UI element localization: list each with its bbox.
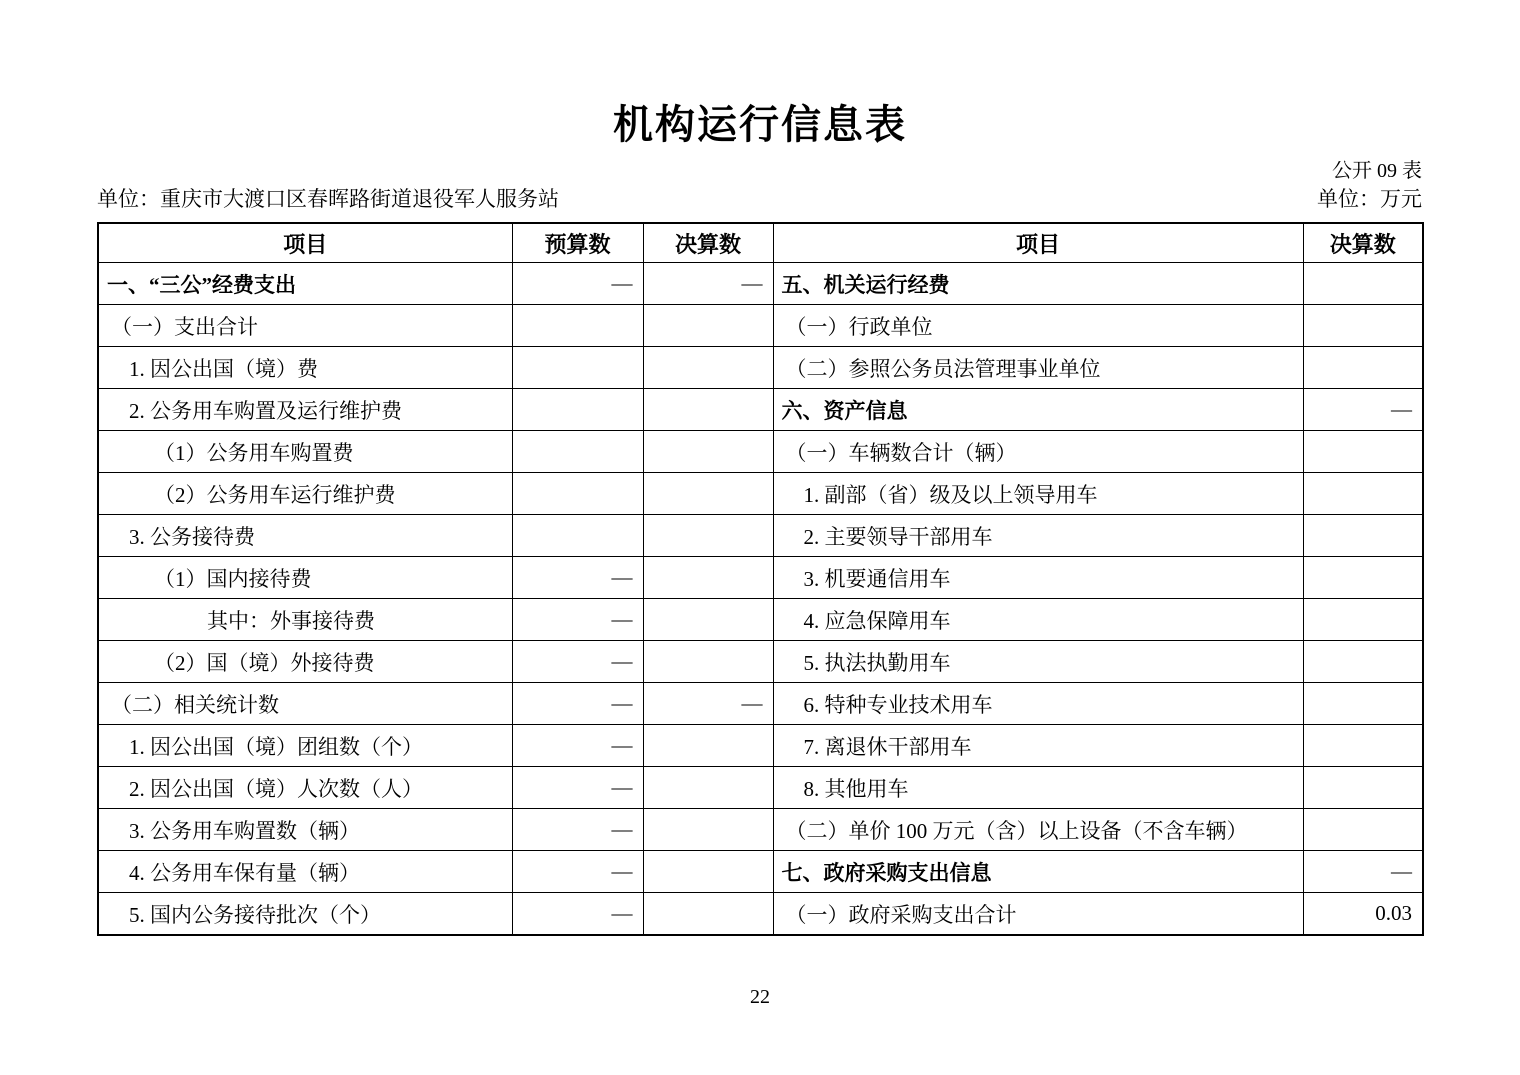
table-row <box>98 431 1423 473</box>
final-cell-right <box>1303 473 1423 515</box>
header-item-right: 项目 <box>773 223 1303 263</box>
final-cell-right <box>1303 431 1423 473</box>
item-cell-left: 5. 国内公务接待批次（个） <box>98 893 512 936</box>
table-row <box>98 893 1423 936</box>
table-row <box>98 809 1423 851</box>
item-cell-left: 2. 因公出国（境）人次数（人） <box>98 767 512 809</box>
final-cell-right <box>1303 767 1423 809</box>
budget-cell-left: — <box>512 641 643 683</box>
page-title: 机构运行信息表 <box>613 103 907 147</box>
item-cell-right: 2. 主要领导干部用车 <box>773 515 1303 557</box>
final-cell-left <box>643 725 773 767</box>
item-cell-left: （2）公务用车运行维护费 <box>98 473 512 515</box>
final-cell-right: 0.03 <box>1303 893 1423 936</box>
budget-cell-left <box>512 473 643 515</box>
item-cell-left: 3. 公务接待费 <box>98 515 512 557</box>
item-cell-left: 其中：外事接待费 <box>98 599 512 641</box>
item-cell-right: 6. 特种专业技术用车 <box>773 683 1303 725</box>
item-cell-right: 五、机关运行经费 <box>773 263 1303 305</box>
item-cell-left: （2）国（境）外接待费 <box>98 641 512 683</box>
final-cell-left <box>643 305 773 347</box>
item-cell-right: （一）行政单位 <box>773 305 1303 347</box>
final-cell-left: — <box>643 683 773 725</box>
table-body <box>98 263 1423 936</box>
header-budget: 预算数 <box>512 223 643 263</box>
table-row <box>98 305 1423 347</box>
table-row <box>98 389 1423 431</box>
final-cell-left <box>643 893 773 936</box>
final-cell-left <box>643 347 773 389</box>
budget-cell-left: — <box>512 851 643 893</box>
item-cell-left: （一）支出合计 <box>98 305 512 347</box>
budget-cell-left: — <box>512 893 643 936</box>
final-cell-right <box>1303 683 1423 725</box>
final-cell-left <box>643 557 773 599</box>
budget-cell-left: — <box>512 599 643 641</box>
content-area <box>97 158 1422 936</box>
budget-table <box>97 222 1424 936</box>
table-row <box>98 599 1423 641</box>
page-number: 22 <box>750 986 770 1008</box>
item-cell-left: 2. 公务用车购置及运行维护费 <box>98 389 512 431</box>
header-item-left: 项目 <box>98 223 512 263</box>
table-row <box>98 683 1423 725</box>
budget-cell-left: — <box>512 725 643 767</box>
item-cell-right: 六、资产信息 <box>773 389 1303 431</box>
item-cell-right: （一）政府采购支出合计 <box>773 893 1303 936</box>
budget-cell-left <box>512 515 643 557</box>
final-cell-left <box>643 515 773 557</box>
budget-cell-left <box>512 431 643 473</box>
currency-unit-label: 单位：万元 <box>1317 187 1422 211</box>
item-cell-left: 1. 因公出国（境）费 <box>98 347 512 389</box>
table-row <box>98 725 1423 767</box>
item-cell-left: （1）国内接待费 <box>98 557 512 599</box>
item-cell-left: 3. 公务用车购置数（辆） <box>98 809 512 851</box>
unit-name-label: 单位：重庆市大渡口区春晖路街道退役军人服务站 <box>97 187 559 211</box>
final-cell-right <box>1303 515 1423 557</box>
final-cell-right <box>1303 599 1423 641</box>
budget-cell-left <box>512 389 643 431</box>
table-code-label: 公开 09 表 <box>1332 160 1422 182</box>
table-row <box>98 557 1423 599</box>
final-cell-left <box>643 641 773 683</box>
budget-cell-left: — <box>512 263 643 305</box>
item-cell-right: （一）车辆数合计（辆） <box>773 431 1303 473</box>
table-row <box>98 851 1423 893</box>
item-cell-left: 1. 因公出国（境）团组数（个） <box>98 725 512 767</box>
final-cell-left <box>643 389 773 431</box>
item-cell-left: （二）相关统计数 <box>98 683 512 725</box>
item-cell-right: 1. 副部（省）级及以上领导用车 <box>773 473 1303 515</box>
budget-cell-left <box>512 305 643 347</box>
final-cell-right <box>1303 641 1423 683</box>
table-row <box>98 767 1423 809</box>
table-header-row <box>98 223 1423 263</box>
final-cell-right <box>1303 347 1423 389</box>
budget-cell-left: — <box>512 557 643 599</box>
budget-cell-left <box>512 347 643 389</box>
item-cell-right: 4. 应急保障用车 <box>773 599 1303 641</box>
final-cell-left <box>643 599 773 641</box>
item-cell-right: （二）单价 100 万元（含）以上设备（不含车辆） <box>773 809 1303 851</box>
item-cell-left: （1）公务用车购置费 <box>98 431 512 473</box>
final-cell-right <box>1303 263 1423 305</box>
final-cell-left <box>643 851 773 893</box>
table-row <box>98 641 1423 683</box>
final-cell-right <box>1303 557 1423 599</box>
final-cell-left <box>643 809 773 851</box>
final-cell-left <box>643 473 773 515</box>
item-cell-right: 8. 其他用车 <box>773 767 1303 809</box>
final-cell-right <box>1303 809 1423 851</box>
budget-cell-left: — <box>512 683 643 725</box>
item-cell-right: 7. 离退休干部用车 <box>773 725 1303 767</box>
final-cell-right: — <box>1303 389 1423 431</box>
item-cell-right: 5. 执法执勤用车 <box>773 641 1303 683</box>
table-row <box>98 515 1423 557</box>
item-cell-left: 一、“三公”经费支出 <box>98 263 512 305</box>
final-cell-left <box>643 431 773 473</box>
item-cell-left: 4. 公务用车保有量（辆） <box>98 851 512 893</box>
item-cell-right: （二）参照公务员法管理事业单位 <box>773 347 1303 389</box>
final-cell-right: — <box>1303 851 1423 893</box>
unit-row <box>97 185 1422 213</box>
item-cell-right: 七、政府采购支出信息 <box>773 851 1303 893</box>
item-cell-right: 3. 机要通信用车 <box>773 557 1303 599</box>
final-cell-right <box>1303 305 1423 347</box>
final-cell-right <box>1303 725 1423 767</box>
budget-cell-left: — <box>512 809 643 851</box>
table-row <box>98 263 1423 305</box>
final-cell-left: — <box>643 263 773 305</box>
table-row <box>98 473 1423 515</box>
table-row <box>98 347 1423 389</box>
budget-cell-left: — <box>512 767 643 809</box>
header-final-left: 决算数 <box>643 223 773 263</box>
final-cell-left <box>643 767 773 809</box>
header-final-right: 决算数 <box>1303 223 1423 263</box>
